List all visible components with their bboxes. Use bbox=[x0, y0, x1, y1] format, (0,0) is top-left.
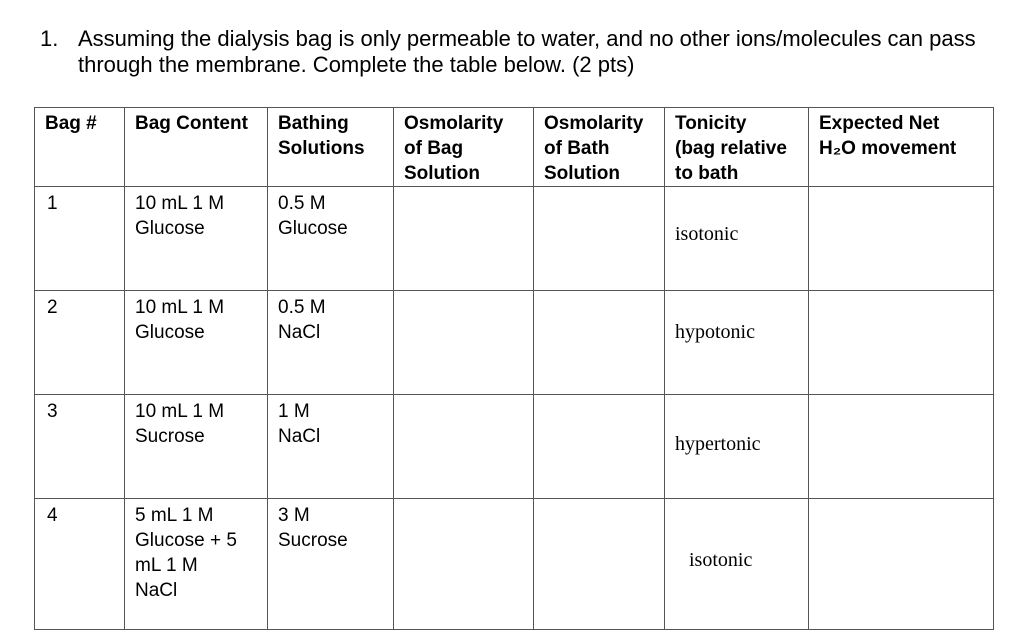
header-bag-number: Bag # bbox=[35, 108, 125, 187]
osmolarity-bath-cell[interactable] bbox=[534, 395, 665, 499]
header-expected-net-movement: Expected Net H₂O movement bbox=[809, 108, 994, 187]
bag-content-cell: 10 mL 1 M Glucose bbox=[125, 291, 268, 395]
tonicity-cell[interactable] bbox=[665, 499, 809, 630]
table-header-row bbox=[35, 108, 994, 187]
net-movement-cell[interactable] bbox=[809, 187, 994, 291]
tonicity-cell[interactable] bbox=[665, 187, 809, 291]
question-line-2: through the membrane. Complete the table below. (2 pts) bbox=[78, 52, 635, 77]
tonicity-cell[interactable] bbox=[665, 291, 809, 395]
question-number: 1. bbox=[40, 26, 59, 51]
osmolarity-bag-cell[interactable] bbox=[394, 291, 534, 395]
header-osmolarity-bath: Osmolarity of Bath Solution bbox=[534, 108, 665, 187]
osmolarity-bag-cell[interactable] bbox=[394, 187, 534, 291]
bag-number-cell: 1 bbox=[35, 187, 125, 291]
tonicity-cell[interactable] bbox=[665, 395, 809, 499]
bag-content-cell: 10 mL 1 M Glucose bbox=[125, 187, 268, 291]
header-bag-content: Bag Content bbox=[125, 108, 268, 187]
bathing-solution-cell: 3 M Sucrose bbox=[268, 499, 394, 630]
bathing-solution-cell: 0.5 M Glucose bbox=[268, 187, 394, 291]
question-prompt bbox=[40, 26, 1000, 78]
table-row bbox=[35, 395, 994, 499]
osmolarity-bath-cell[interactable] bbox=[534, 187, 665, 291]
tonicity-answer: hypotonic bbox=[675, 321, 755, 343]
header-tonicity: Tonicity (bag relative to bath bbox=[665, 108, 809, 187]
tonicity-answer: isotonic bbox=[689, 548, 753, 571]
bathing-solution-cell: 0.5 M NaCl bbox=[268, 291, 394, 395]
dialysis-table bbox=[34, 107, 994, 630]
bathing-solution-cell: 1 M NaCl bbox=[268, 395, 394, 499]
osmolarity-bag-cell[interactable] bbox=[394, 499, 534, 630]
bag-content-cell: 5 mL 1 M Glucose + 5 mL 1 M NaCl bbox=[125, 499, 268, 630]
table-row bbox=[35, 499, 994, 630]
header-osmolarity-bag: Osmolarity of Bag Solution bbox=[394, 108, 534, 187]
table-row bbox=[35, 291, 994, 395]
osmolarity-bag-cell[interactable] bbox=[394, 395, 534, 499]
osmolarity-bath-cell[interactable] bbox=[534, 291, 665, 395]
net-movement-cell[interactable] bbox=[809, 499, 994, 630]
osmolarity-bath-cell[interactable] bbox=[534, 499, 665, 630]
net-movement-cell[interactable] bbox=[809, 395, 994, 499]
net-movement-cell[interactable] bbox=[809, 291, 994, 395]
bag-number-cell: 4 bbox=[35, 499, 125, 630]
bag-number-cell: 3 bbox=[35, 395, 125, 499]
bag-number-cell: 2 bbox=[35, 291, 125, 395]
bag-content-cell: 10 mL 1 M Sucrose bbox=[125, 395, 268, 499]
table-row bbox=[35, 187, 994, 291]
tonicity-answer: isotonic bbox=[675, 223, 739, 245]
question-text bbox=[78, 26, 1000, 78]
tonicity-answer: hypertonic bbox=[675, 433, 761, 455]
question-line-1: Assuming the dialysis bag is only permeable to water, and no other ions/molecules can pass bbox=[78, 26, 976, 51]
header-bathing-solutions: Bathing Solutions bbox=[268, 108, 394, 187]
